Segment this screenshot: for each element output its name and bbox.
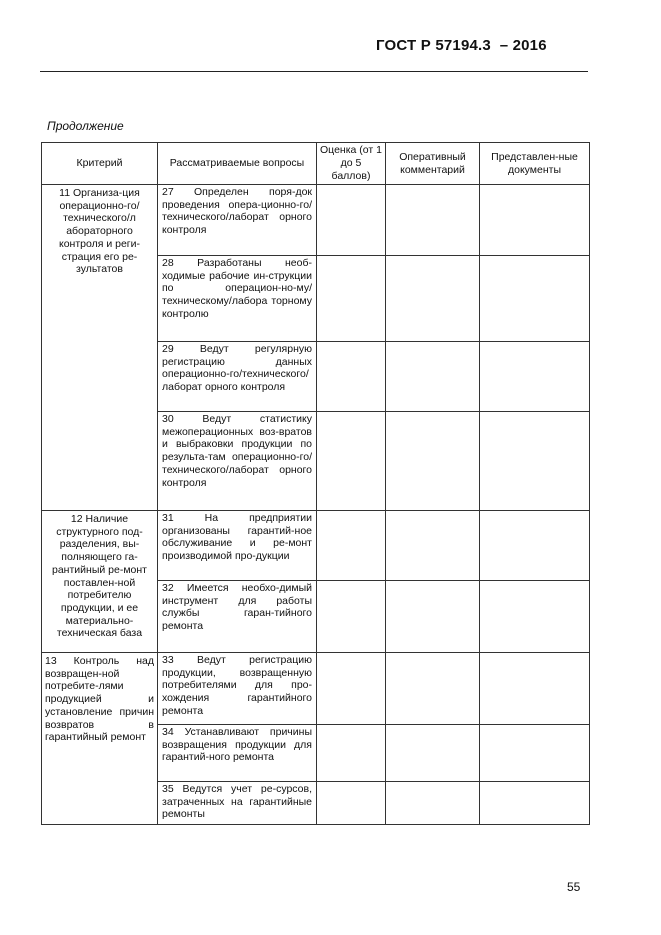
documents-cell bbox=[480, 185, 590, 256]
header-documents: Представлен-ные документы bbox=[480, 143, 590, 185]
comment-cell bbox=[386, 342, 480, 412]
table-row bbox=[42, 511, 590, 581]
comment-cell bbox=[386, 581, 480, 653]
score-cell bbox=[317, 342, 386, 412]
score-cell bbox=[317, 256, 386, 342]
documents-cell bbox=[480, 725, 590, 782]
header-criterion: Критерий bbox=[42, 143, 158, 185]
question-cell: 30 Ведут статистику межоперационных воз-вратов и выбраковки продукции по результа-там операционно-го/технического/лаборат орного контроля bbox=[158, 412, 317, 511]
comment-cell bbox=[386, 653, 480, 725]
documents-cell bbox=[480, 342, 590, 412]
documents-cell bbox=[480, 581, 590, 653]
score-cell bbox=[317, 725, 386, 782]
header-comment: Оперативный комментарий bbox=[386, 143, 480, 185]
comment-cell bbox=[386, 185, 480, 256]
score-cell bbox=[317, 653, 386, 725]
standard-designation: ГОСТ Р 57194.3 – 2016 bbox=[376, 37, 547, 54]
table-row bbox=[42, 185, 590, 256]
score-cell bbox=[317, 581, 386, 653]
question-cell: 33 Ведут регистрацию продукции, возвращенную потребителями для про-хождения гарантийного ремонта bbox=[158, 653, 317, 725]
question-cell: 34 Устанавливают причины возвращения продукции для гарантий-ного ремонта bbox=[158, 725, 317, 782]
criterion-cell: 12 Наличие структурного под-разделения, вы-полняющего га-рантийный ре-монт поставлен-ной потребителю продукции, и ее материально-техническая база bbox=[42, 511, 158, 653]
question-cell: 29 Ведут регулярную регистрацию данных операционно-го/технического/лаборат орного контроля bbox=[158, 342, 317, 412]
criterion-cell: 13 Контроль над возвращен-ной потребите-лями продукцией и установление причин возвратов в гарантийный ремонт bbox=[42, 653, 158, 825]
documents-cell bbox=[480, 653, 590, 725]
header-questions: Рассматриваемые вопросы bbox=[158, 143, 317, 185]
page-number: 55 bbox=[567, 880, 581, 894]
table-row bbox=[42, 653, 590, 725]
comment-cell bbox=[386, 725, 480, 782]
criterion-cell: 11 Организа-ция операционно-го/технического/л абораторного контроля и реги-страция его ре-зультатов bbox=[42, 185, 158, 511]
header-score: Оценка (от 1 до 5 баллов) bbox=[317, 143, 386, 185]
question-cell: 28 Разработаны необ-ходимые рабочие ин-струкции по операцион-но-му/техническому/лабора торному контролю bbox=[158, 256, 317, 342]
question-cell: 27 Определен поря-док проведения опера-ционно-го/технического/лаборат орного контроля bbox=[158, 185, 317, 256]
documents-cell bbox=[480, 412, 590, 511]
comment-cell bbox=[386, 511, 480, 581]
question-cell: 31 На предприятии организованы гарантий-ное обслуживание и ре-монт производимой про-дукции bbox=[158, 511, 317, 581]
continuation-label: Продолжение bbox=[47, 119, 124, 133]
table-header-row bbox=[42, 143, 590, 185]
score-cell bbox=[317, 511, 386, 581]
question-cell: 35 Ведутся учет ре-сурсов, затраченных на гарантийные ремонты bbox=[158, 782, 317, 825]
documents-cell bbox=[480, 782, 590, 825]
score-cell bbox=[317, 185, 386, 256]
header-rule bbox=[40, 71, 588, 72]
comment-cell bbox=[386, 782, 480, 825]
score-cell bbox=[317, 412, 386, 511]
question-cell: 32 Имеется необхо-димый инструмент для работы службы гаран-тийного ремонта bbox=[158, 581, 317, 653]
score-cell bbox=[317, 782, 386, 825]
criteria-table bbox=[41, 142, 590, 825]
comment-cell bbox=[386, 412, 480, 511]
documents-cell bbox=[480, 256, 590, 342]
documents-cell bbox=[480, 511, 590, 581]
comment-cell bbox=[386, 256, 480, 342]
